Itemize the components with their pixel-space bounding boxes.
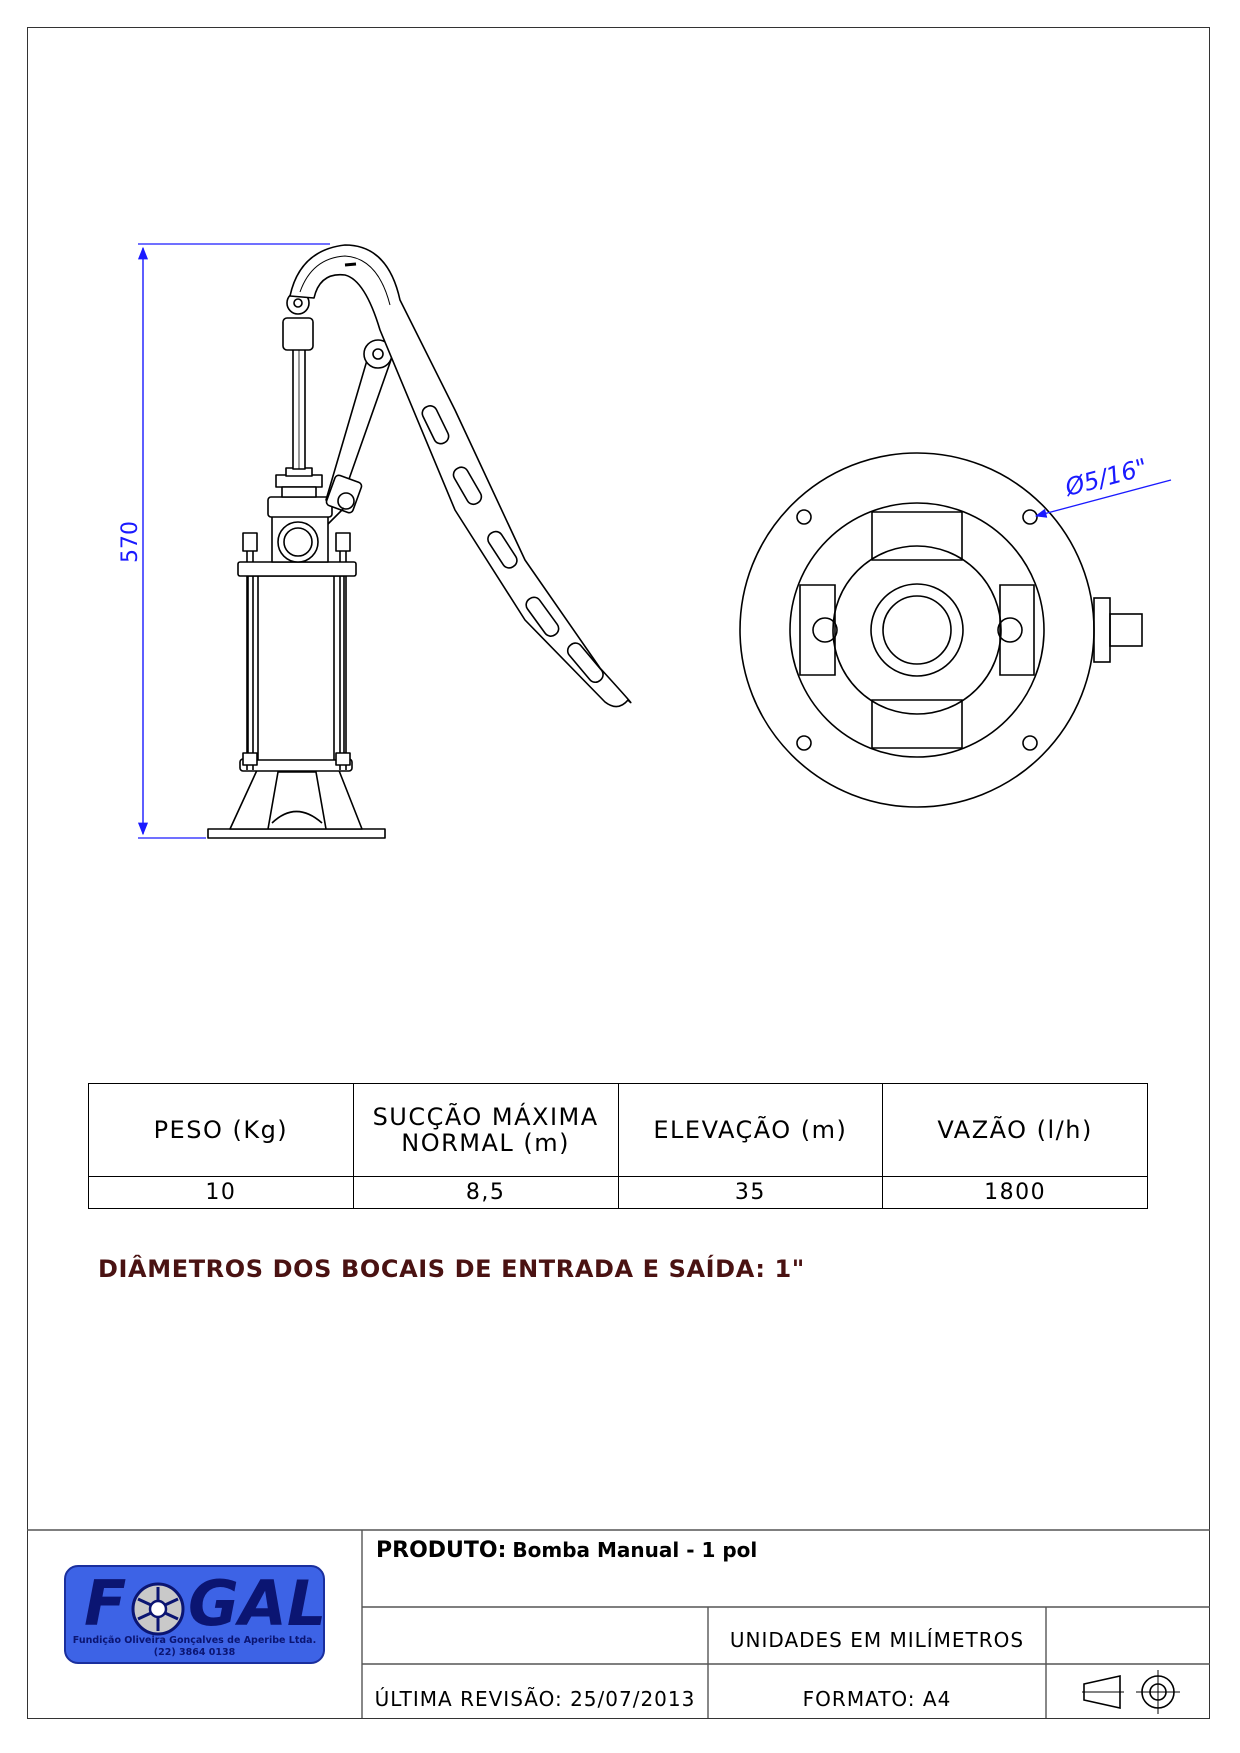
value-peso: 10 <box>89 1177 354 1209</box>
header-succao-line1: SUCÇÃO MÁXIMA <box>372 1103 599 1131</box>
value-elevacao: 35 <box>618 1177 883 1209</box>
header-peso: PESO (Kg) <box>89 1084 354 1177</box>
hole-diameter-label: Ø5/16" <box>1062 453 1151 502</box>
hole-diameter-callout <box>1036 453 1171 516</box>
logo-letter-f: F <box>84 1567 127 1640</box>
units-note: UNIDADES EM MILÍMETROS <box>729 1628 1025 1652</box>
product-label: PRODUTO: <box>376 1538 507 1563</box>
projection-symbol-icon <box>1082 1670 1180 1714</box>
fogal-logo <box>64 1565 325 1664</box>
specs-table <box>88 1083 1148 1209</box>
header-succao <box>353 1084 618 1177</box>
pump-side-view <box>208 245 631 838</box>
nozzle-diameter-note: DIÂMETROS DOS BOCAIS DE ENTRADA E SAÍDA: 1" <box>98 1255 805 1283</box>
product-value: Bomba Manual - 1 pol <box>512 1538 758 1562</box>
last-revision: ÚLTIMA REVISÃO: 25/07/2013 <box>374 1687 696 1711</box>
value-vazao: 1800 <box>883 1177 1148 1209</box>
logo-letters-gal: GAL <box>188 1567 327 1640</box>
height-dimension-label: 570 <box>118 521 143 563</box>
value-succao: 8,5 <box>353 1177 618 1209</box>
pump-top-view <box>740 453 1142 807</box>
specs-header-row <box>89 1084 1148 1177</box>
header-elevacao: ELEVAÇÃO (m) <box>618 1084 883 1177</box>
product-line <box>376 1538 757 1563</box>
header-vazao: VAZÃO (l/h) <box>883 1084 1148 1177</box>
paper-format: FORMATO: A4 <box>802 1687 952 1711</box>
specs-values-row <box>89 1177 1148 1209</box>
logo-phone: (22) 3864 0138 <box>153 1647 236 1658</box>
logo-wheel-icon <box>130 1581 186 1637</box>
logo-company-name: Fundição Oliveira Gonçalves de Aperibe Ltda. <box>72 1635 317 1646</box>
header-succao-line2: NORMAL (m) <box>401 1129 570 1157</box>
